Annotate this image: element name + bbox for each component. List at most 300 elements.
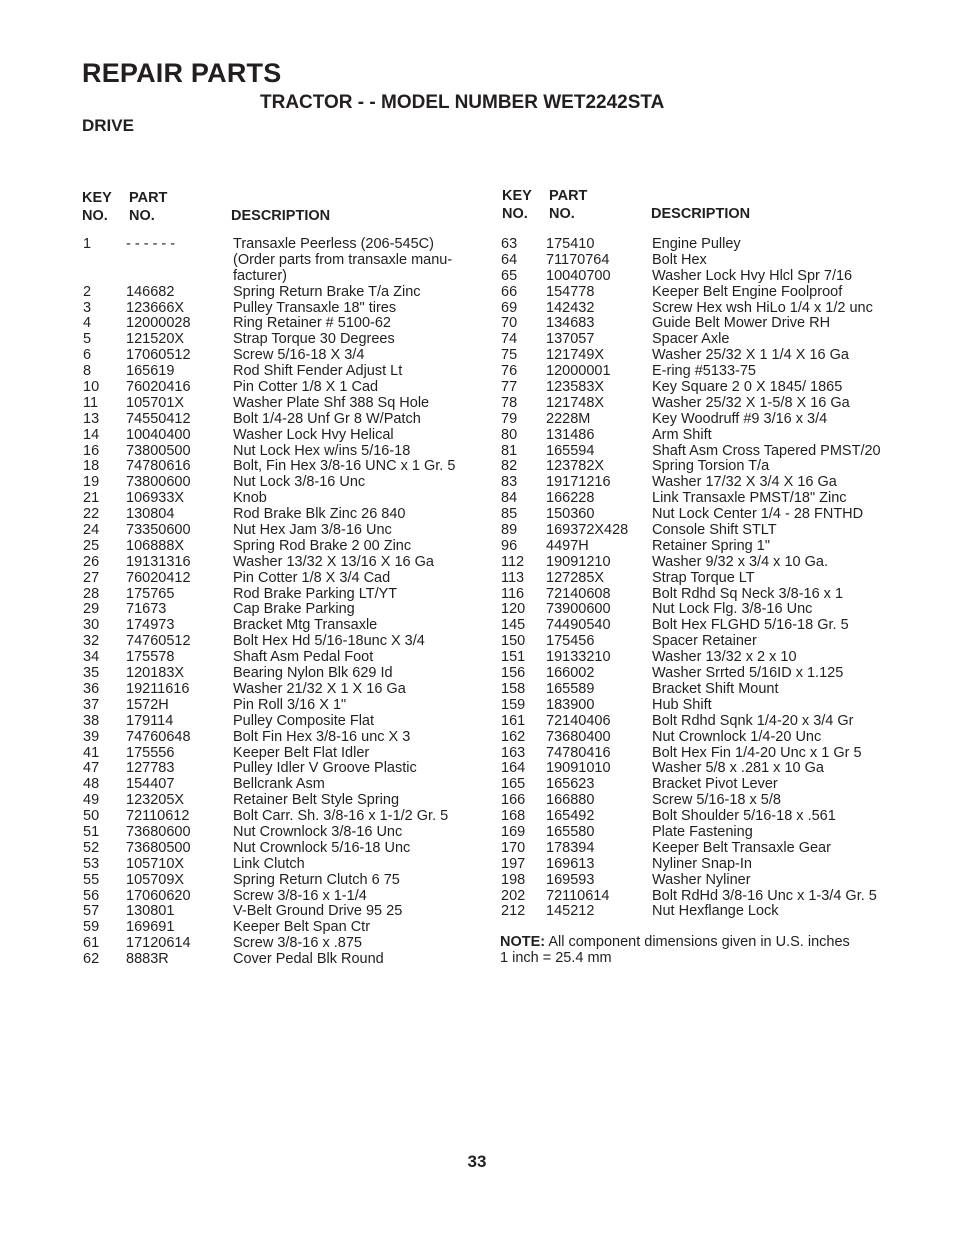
part-description: Cap Brake Parking (233, 601, 355, 618)
part-description: Bolt Hex FLGHD 5/16-18 Gr. 5 (652, 617, 849, 634)
key-number (83, 253, 126, 269)
part-number: - - - - - - (126, 236, 176, 252)
key-number: 112 (501, 553, 525, 570)
note-label: NOTE: (500, 934, 546, 950)
part-description: Bolt Fin Hex 3/8-16 unc X 3 (233, 728, 411, 745)
key-number: 170 (501, 839, 526, 856)
part-number: 154778 (546, 283, 595, 300)
key-number: 1 (83, 236, 92, 252)
part-description: Engine Pulley (652, 236, 741, 252)
part-description: Washer Lock Hvy Helical (233, 426, 394, 443)
key-number: 41 (83, 744, 100, 761)
part-number: 10040700 (546, 267, 611, 284)
table-row (83, 428, 473, 444)
key-number: 145 (501, 617, 526, 634)
table-row (501, 841, 902, 857)
key-number: 159 (501, 696, 526, 713)
part-number: 146682 (126, 283, 175, 300)
part-number: 127783 (126, 760, 175, 777)
part-number: 105709X (126, 871, 185, 888)
key-number: 77 (501, 379, 518, 396)
table-row (501, 682, 902, 698)
part-number: 169593 (546, 871, 595, 888)
left-header-description: DESCRIPTION (231, 208, 331, 224)
part-description: Pin Roll 3/16 X 1" (233, 696, 347, 713)
part-number: 74760648 (126, 728, 191, 745)
part-description: Washer 13/32 x 2 x 10 (652, 649, 797, 666)
part-description: Rod Shift Fender Adjust Lt (233, 363, 403, 380)
key-number: 74 (501, 331, 518, 348)
key-number: 65 (501, 267, 518, 284)
right-parts-list (501, 237, 902, 920)
table-row (501, 507, 902, 523)
part-number: 71170764 (546, 251, 610, 268)
key-number: 19 (83, 474, 100, 491)
left-header-key (82, 189, 112, 225)
part-number: 72140608 (546, 585, 611, 602)
part-description: Spacer Axle (652, 331, 730, 348)
part-description: Spring Return Brake T/a Zinc (233, 283, 421, 300)
key-number: 50 (83, 808, 100, 825)
part-description: Nut Hex Jam 3/8-16 Unc (233, 522, 392, 539)
key-number: 51 (83, 823, 100, 840)
part-number: 74550412 (126, 410, 191, 427)
key-number: 212 (501, 903, 526, 920)
part-description: Nut Lock Hex w/ins 5/16-18 (233, 442, 411, 459)
table-row (83, 316, 473, 332)
key-number: 120 (501, 601, 526, 618)
key-number: 161 (501, 712, 526, 729)
table-row (501, 698, 902, 714)
part-number: 121748X (546, 394, 605, 411)
table-row (501, 809, 902, 825)
part-number: 72140406 (546, 712, 611, 729)
table-row (501, 777, 902, 793)
key-number: 66 (501, 283, 518, 300)
key-number: 48 (83, 776, 100, 793)
table-row (501, 761, 902, 777)
note (500, 934, 850, 966)
part-description: Nut Crownlock 1/4-20 Unc (652, 728, 822, 745)
part-number: 165623 (546, 776, 595, 793)
part-number: 106888X (126, 537, 185, 554)
key-number: 197 (501, 855, 526, 872)
part-description: Washer Srrted 5/16ID x 1.125 (652, 665, 844, 682)
key-number: 22 (83, 506, 100, 523)
table-row (501, 587, 902, 603)
part-number (126, 269, 233, 285)
key-number: 166 (501, 792, 526, 809)
part-description: Bolt Hex Hd 5/16-18unc X 3/4 (233, 633, 425, 650)
part-description: Pin Cotter 1/8 X 1 Cad (233, 379, 379, 396)
part-number: 150360 (546, 506, 595, 523)
part-number: 17120614 (126, 935, 191, 952)
key-number: 11 (83, 394, 99, 411)
part-description: Pulley Composite Flat (233, 712, 375, 729)
part-number: 165492 (546, 808, 595, 825)
part-description: Washer Plate Shf 388 Sq Hole (233, 394, 430, 411)
key-number: 25 (83, 537, 100, 554)
key-number: 169 (501, 823, 526, 840)
table-row (83, 539, 473, 555)
key-number: 96 (501, 537, 518, 554)
table-row (501, 444, 902, 460)
key-number: 70 (501, 315, 518, 332)
left-header-key-line2: NO. (82, 208, 108, 224)
table-row (501, 602, 902, 618)
note-line2: 1 inch = 25.4 mm (500, 950, 612, 966)
table-row (501, 523, 902, 539)
part-description: Strap Torque 30 Degrees (233, 331, 395, 348)
key-number: 158 (501, 680, 526, 697)
part-number: 73900600 (546, 601, 611, 618)
part-number: 166228 (546, 490, 595, 507)
part-number: 175556 (126, 744, 175, 761)
part-description: Spring Return Clutch 6 75 (233, 871, 400, 888)
key-number: 38 (83, 712, 100, 729)
part-number: 72110612 (126, 808, 190, 825)
left-header-part (129, 189, 167, 225)
part-number: 73680500 (126, 839, 191, 856)
part-description: Spacer Retainer (652, 633, 757, 650)
note-line1 (500, 934, 850, 950)
right-header-key-line2: NO. (502, 206, 528, 222)
part-description: Washer 13/32 X 13/16 X 16 Ga (233, 553, 434, 570)
part-number: 72110614 (546, 887, 610, 904)
table-row (83, 761, 473, 777)
part-description: Nyliner Snap-In (652, 855, 752, 872)
table-row (83, 825, 473, 841)
table-row (501, 380, 902, 396)
page-number: 33 (467, 1152, 487, 1171)
part-description: Bolt Rdhd Sq Neck 3/8-16 x 1 (652, 585, 844, 602)
part-number: 19131316 (126, 553, 191, 570)
table-row (501, 539, 902, 555)
part-number: 165619 (126, 363, 175, 380)
part-number: 145212 (546, 903, 595, 920)
part-number: 19211616 (126, 680, 190, 697)
table-row (83, 459, 473, 475)
part-number: 174973 (126, 617, 175, 634)
left-parts-list (83, 237, 473, 968)
left-header-part-line1: PART (129, 190, 168, 206)
key-number (83, 269, 126, 285)
part-description: Bearing Nylon Blk 629 Id (233, 665, 393, 682)
part-number: 175410 (546, 236, 595, 252)
part-description: Bracket Pivot Lever (652, 776, 778, 793)
key-number: 162 (501, 728, 526, 745)
key-number: 198 (501, 871, 526, 888)
right-header-key-line1: KEY (502, 188, 532, 204)
key-number: 14 (83, 426, 100, 443)
table-row (501, 301, 902, 317)
part-number: 4497H (546, 537, 589, 554)
part-number: 73680600 (126, 823, 191, 840)
part-description: V-Belt Ground Drive 95 25 (233, 903, 403, 920)
part-number: 76020416 (126, 379, 191, 396)
part-number: 76020412 (126, 569, 191, 586)
part-number (126, 253, 233, 269)
table-row (83, 348, 473, 364)
key-number: 3 (83, 299, 92, 316)
key-number: 13 (83, 410, 100, 427)
table-row (501, 730, 902, 746)
part-number: 165594 (546, 442, 595, 459)
table-row (501, 285, 902, 301)
right-header-key (502, 187, 532, 223)
part-number: 73800600 (126, 474, 191, 491)
part-description: Bolt Shoulder 5/16-18 x .561 (652, 808, 836, 825)
left-header-part-line2: NO. (129, 208, 155, 224)
part-number: 175456 (546, 633, 595, 650)
table-row (83, 682, 473, 698)
table-row (83, 237, 473, 253)
part-description: Pin Cotter 1/8 X 3/4 Cad (233, 569, 391, 586)
part-description: Keeper Belt Span Ctr (233, 919, 371, 936)
table-row (83, 412, 473, 428)
right-header-part-line2: NO. (549, 206, 575, 222)
table-row (83, 602, 473, 618)
table-row (501, 269, 902, 285)
part-number: 175765 (126, 585, 175, 602)
table-row (501, 555, 902, 571)
part-description: Keeper Belt Engine Foolproof (652, 283, 843, 300)
table-row (83, 444, 473, 460)
key-number: 32 (83, 633, 100, 650)
part-number: 142432 (546, 299, 595, 316)
part-description: Rod Brake Blk Zinc 26 840 (233, 506, 406, 523)
part-number: 123583X (546, 379, 605, 396)
table-row (83, 285, 473, 301)
part-description: Shaft Asm Cross Tapered PMST/20 (652, 442, 881, 459)
part-description: Nut Lock Center 1/4 - 28 FNTHD (652, 506, 864, 523)
key-number: 113 (501, 569, 525, 586)
key-number: 165 (501, 776, 526, 793)
part-description: Retainer Belt Style Spring (233, 792, 400, 809)
table-row (83, 730, 473, 746)
table-row (83, 587, 473, 603)
part-number: 127285X (546, 569, 605, 586)
left-header-key-line1: KEY (82, 190, 112, 206)
part-number: 73800500 (126, 442, 191, 459)
part-description: Pulley Idler V Groove Plastic (233, 760, 417, 777)
table-row (83, 364, 473, 380)
part-number: 169613 (546, 855, 595, 872)
table-row (501, 348, 902, 364)
part-description: Transaxle Peerless (206-545C) (233, 236, 434, 252)
right-header-description: DESCRIPTION (651, 206, 751, 222)
part-number: 73680400 (546, 728, 611, 745)
part-description: Keeper Belt Flat Idler (233, 744, 370, 761)
part-description: Console Shift STLT (652, 522, 777, 539)
table-row (501, 316, 902, 332)
part-number: 105701X (126, 394, 185, 411)
table-row (83, 396, 473, 412)
part-number: 130801 (126, 903, 175, 920)
table-row (501, 412, 902, 428)
key-number: 82 (501, 458, 518, 475)
part-description: Screw Hex wsh HiLo 1/4 x 1/2 unc (652, 299, 873, 316)
table-row (83, 523, 473, 539)
table-row (83, 332, 473, 348)
part-number: 178394 (546, 839, 595, 856)
part-description: Link Transaxle PMST/18" Zinc (652, 490, 847, 507)
page-title: REPAIR PARTS (82, 58, 282, 88)
key-number: 10 (83, 379, 100, 396)
part-number: 123205X (126, 792, 185, 809)
table-row (501, 475, 902, 491)
key-number: 156 (501, 665, 526, 682)
key-number: 35 (83, 665, 100, 682)
table-row (501, 873, 902, 889)
key-number: 75 (501, 347, 518, 364)
table-row (501, 889, 902, 905)
part-number: 73350600 (126, 522, 191, 539)
part-description: Strap Torque LT (652, 569, 755, 586)
part-number: 179114 (126, 712, 174, 729)
key-number: 55 (83, 871, 100, 888)
table-row (83, 889, 473, 905)
part-number: 19133210 (546, 649, 611, 666)
part-description: Screw 5/16-18 X 3/4 (233, 347, 365, 364)
part-number: 10040400 (126, 426, 191, 443)
table-row (501, 857, 902, 873)
part-number: 121520X (126, 331, 185, 348)
part-description: Link Clutch (233, 855, 305, 872)
part-description: Arm Shift (652, 426, 712, 443)
part-number: 121749X (546, 347, 605, 364)
table-row (501, 666, 902, 682)
part-description: Bracket Mtg Transaxle (233, 617, 378, 634)
table-row (83, 491, 473, 507)
key-number: 8 (83, 363, 92, 380)
part-number: 123666X (126, 299, 185, 316)
key-number: 47 (83, 760, 100, 777)
part-number: 19091010 (546, 760, 611, 777)
table-row (83, 571, 473, 587)
table-row (501, 746, 902, 762)
key-number: 164 (501, 760, 526, 777)
part-number: 183900 (546, 696, 595, 713)
part-number: 74780416 (546, 744, 611, 761)
key-number: 49 (83, 792, 100, 809)
part-description: Washer 21/32 X 1 X 16 Ga (233, 680, 406, 697)
key-number: 21 (83, 490, 100, 507)
key-number: 52 (83, 839, 100, 856)
part-description: Washer Nyliner (652, 871, 751, 888)
part-number: 175578 (126, 649, 175, 666)
table-row (83, 698, 473, 714)
part-number: 8883R (126, 951, 169, 968)
part-description: Knob (233, 490, 267, 507)
part-number: 169372X428 (546, 522, 629, 539)
part-description: Washer 25/32 X 1-5/8 X 16 Ga (652, 394, 850, 411)
part-description: Bolt 1/4-28 Unf Gr 8 W/Patch (233, 410, 421, 427)
key-number: 83 (501, 474, 518, 491)
table-row (501, 459, 902, 475)
part-number: 1572H (126, 696, 169, 713)
key-number: 59 (83, 919, 100, 936)
table-row (501, 396, 902, 412)
part-description: Shaft Asm Pedal Foot (233, 649, 374, 666)
key-number: 76 (501, 363, 518, 380)
part-description: Nut Lock Flg. 3/8-16 Unc (652, 601, 813, 618)
table-row (501, 618, 902, 634)
key-number: 27 (83, 569, 100, 586)
part-description: Screw 5/16-18 x 5/8 (652, 792, 781, 809)
table-row (83, 301, 473, 317)
part-description: Bracket Shift Mount (652, 680, 779, 697)
key-number: 78 (501, 394, 518, 411)
part-number: 12000028 (126, 315, 191, 332)
part-description: Bolt Hex (652, 251, 707, 268)
key-number: 4 (83, 315, 92, 332)
table-row (83, 904, 473, 920)
key-number: 5 (83, 331, 92, 348)
page-subtitle: TRACTOR - - MODEL NUMBER WET2242STA (260, 92, 665, 113)
key-number: 34 (83, 649, 100, 666)
part-description: Spring Rod Brake 2 00 Zinc (233, 537, 412, 554)
table-row (501, 571, 902, 587)
key-number: 69 (501, 299, 518, 316)
part-number: 165589 (546, 680, 595, 697)
key-number: 62 (83, 951, 100, 968)
table-row (83, 857, 473, 873)
part-description: facturer) (233, 267, 287, 284)
key-number: 6 (83, 347, 92, 364)
part-description: Screw 3/8-16 x 1-1/4 (233, 887, 367, 904)
part-description: Washer 5/8 x .281 x 10 Ga (652, 760, 824, 777)
part-description: Washer 25/32 X 1 1/4 X 16 Ga (652, 347, 849, 364)
part-description: Ring Retainer # 5100-62 (233, 315, 391, 332)
part-number: 74490540 (546, 617, 611, 634)
key-number: 63 (501, 236, 518, 252)
part-number: 154407 (126, 776, 175, 793)
key-number: 56 (83, 887, 100, 904)
key-number: 24 (83, 522, 100, 539)
part-description: Bolt Hex Fin 1/4-20 Unc x 1 Gr 5 (652, 744, 862, 761)
table-row (83, 507, 473, 523)
part-number: 17060512 (126, 347, 191, 364)
key-number: 61 (83, 935, 100, 952)
part-description: Screw 3/8-16 x .875 (233, 935, 362, 952)
table-row (83, 714, 473, 730)
note-text: All component dimensions given in U.S. inches (548, 934, 850, 950)
part-number: 74780616 (126, 458, 191, 475)
part-number: 2228M (546, 410, 591, 427)
table-row (501, 793, 902, 809)
table-row (83, 634, 473, 650)
part-description: Cover Pedal Blk Round (233, 951, 384, 968)
table-row (501, 650, 902, 666)
key-number: 28 (83, 585, 100, 602)
part-number: 120183X (126, 665, 185, 682)
part-description: Guide Belt Mower Drive RH (652, 315, 831, 332)
part-description: Keeper Belt Transaxle Gear (652, 839, 831, 856)
part-description: Washer 17/32 X 3/4 X 16 Ga (652, 474, 837, 491)
part-number: 134683 (546, 315, 595, 332)
table-row (83, 746, 473, 762)
table-row (501, 904, 902, 920)
key-number: 39 (83, 728, 100, 745)
key-number: 79 (501, 410, 518, 427)
key-number: 37 (83, 696, 100, 713)
part-description: Plate Fastening (652, 823, 753, 840)
key-number: 81 (501, 442, 518, 459)
key-number: 57 (83, 903, 100, 920)
table-row (83, 666, 473, 682)
key-number: 26 (83, 553, 100, 570)
